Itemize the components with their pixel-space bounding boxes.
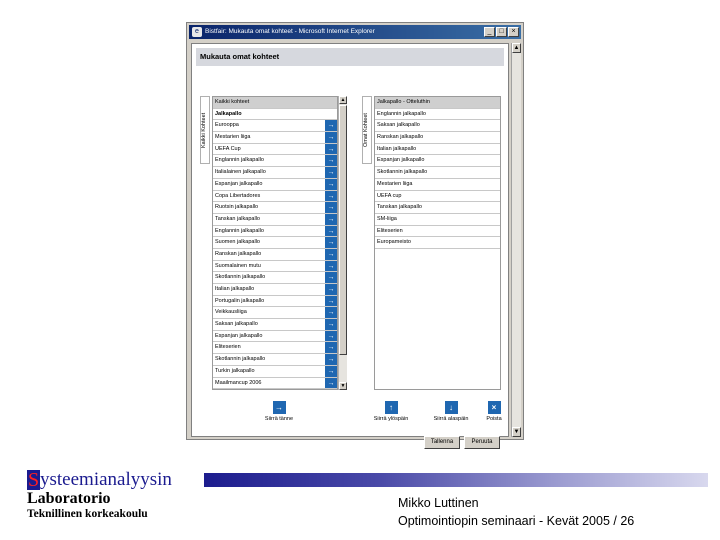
all-items-row-label: Italian jalkapallo <box>215 286 255 292</box>
my-items-row[interactable] <box>375 214 500 226</box>
all-items-row-label: Jalkapallo <box>215 110 242 117</box>
add-arrow-icon[interactable]: → <box>325 331 337 342</box>
all-items-row-label: Suomalainen mutu <box>215 262 261 269</box>
my-items-row[interactable] <box>375 120 500 132</box>
all-items-row-label: Portugalin jalkapallo <box>215 297 265 304</box>
add-arrow-icon[interactable]: → <box>325 307 337 318</box>
add-arrow-icon[interactable]: → <box>325 191 337 202</box>
my-items-row[interactable] <box>375 179 500 191</box>
all-items-label: Kaikki Kohteet <box>200 96 210 164</box>
my-items-row-label: Mestarien liiga <box>377 180 413 187</box>
minimize-button[interactable]: _ <box>484 27 495 37</box>
all-items-row-label: Eurooppa <box>215 122 239 129</box>
my-items-row[interactable] <box>375 132 500 144</box>
lab-name: Laboratorio <box>27 490 111 507</box>
my-items-row-label: Italian jalkapallo <box>377 145 417 152</box>
all-items-row-label: Turkin jalkapallo <box>215 367 255 374</box>
add-arrow-icon[interactable]: → <box>325 342 337 353</box>
all-items-row-label: Suomen jalkapallo <box>215 239 260 246</box>
all-items-row[interactable] <box>213 97 337 109</box>
all-items-row[interactable] <box>213 179 337 191</box>
all-items-row-label: Skotlannin jalkapallo <box>215 274 266 281</box>
my-items-list <box>374 96 501 390</box>
add-arrow-icon[interactable]: → <box>325 167 337 178</box>
add-arrow-icon[interactable]: → <box>325 132 337 143</box>
all-items-row-label: Ruotsin jalkapallo <box>215 204 259 211</box>
move-down-label[interactable]: Siirrä alaspäin <box>433 416 469 422</box>
my-items-row[interactable] <box>375 109 500 121</box>
add-arrow-icon[interactable]: → <box>325 202 337 213</box>
all-items-row-label: Skotlannin jalkapallo <box>215 356 266 363</box>
all-items-row-label: Ranskan jalkapallo <box>215 250 262 257</box>
add-arrow-icon[interactable]: → <box>325 179 337 190</box>
my-items-row-label: SM-liiga <box>377 215 397 222</box>
all-items-row-label: Espanjan jalkapallo <box>215 332 263 339</box>
all-items-row[interactable] <box>213 120 337 132</box>
move-down-action[interactable] <box>430 401 472 422</box>
add-arrow-icon[interactable]: → <box>325 120 337 131</box>
window-title: Bistfair: Mukauta omat kohteet - Microsoft Internet Explorer <box>205 28 375 35</box>
add-arrow-icon[interactable]: → <box>325 354 337 365</box>
all-items-row-label: Tanskan jalkapallo <box>215 215 260 222</box>
page-heading: Mukauta omat kohteet <box>196 48 504 66</box>
add-arrow-icon[interactable]: → <box>325 366 337 377</box>
ie-icon: e <box>192 27 202 37</box>
add-arrow-icon[interactable]: → <box>325 319 337 330</box>
move-right-label[interactable]: Siirrä tänne <box>264 416 294 422</box>
my-items-label: Omat Kohteet <box>362 96 372 164</box>
my-items-row[interactable] <box>375 155 500 167</box>
all-items-row[interactable] <box>213 342 337 354</box>
all-items-row[interactable] <box>213 109 337 121</box>
all-items-row[interactable] <box>213 272 337 284</box>
scroll-thumb[interactable] <box>339 105 347 355</box>
all-items-row[interactable] <box>213 307 337 319</box>
page-scroll-down-icon[interactable]: ▼ <box>513 429 520 435</box>
my-items-row-label: Tanskan jalkapallo <box>377 204 422 211</box>
all-items-row-label: Kaikki kohteet <box>215 99 250 105</box>
my-items-row-label: Ranskan jalkapallo <box>377 134 424 141</box>
seminar-info: Optimointiopin seminaari - Kevät 2005 / 26 <box>398 514 635 528</box>
all-items-list <box>212 96 338 390</box>
all-items-row[interactable] <box>213 378 337 390</box>
my-items-row[interactable] <box>375 97 500 109</box>
arrow-down-icon[interactable]: ↓ <box>445 401 458 414</box>
maximize-button[interactable]: □ <box>496 27 507 37</box>
add-arrow-icon[interactable]: → <box>325 261 337 272</box>
lab-logo <box>27 470 202 490</box>
add-arrow-icon[interactable]: → <box>325 272 337 283</box>
add-arrow-icon[interactable]: → <box>325 226 337 237</box>
my-items-row-label: Skotlannin jalkapallo <box>377 169 428 176</box>
move-up-action[interactable] <box>370 401 412 422</box>
all-items-row[interactable] <box>213 366 337 378</box>
all-items-row[interactable] <box>213 202 337 214</box>
my-items-row-label: Eliteserien <box>377 227 403 234</box>
all-items-row-label: Copa Libertadores <box>215 192 261 199</box>
my-items-row-label: UEFA cup <box>377 192 402 199</box>
all-items-row[interactable] <box>213 226 337 238</box>
university-name: Teknillinen korkeakoulu <box>27 508 148 520</box>
my-items-row[interactable] <box>375 202 500 214</box>
remove-action[interactable] <box>473 401 515 422</box>
remove-x-icon[interactable]: × <box>488 401 501 414</box>
logo-text: ysteemianalyysin <box>40 469 172 490</box>
my-items-row-label: Saksan jalkapallo <box>377 122 420 129</box>
window-controls <box>484 27 519 37</box>
all-items-row[interactable] <box>213 354 337 366</box>
add-arrow-icon[interactable]: → <box>325 378 337 389</box>
move-up-label[interactable]: Siirrä ylöspäin <box>373 416 409 422</box>
all-items-row[interactable] <box>213 144 337 156</box>
arrow-up-icon[interactable]: ↑ <box>385 401 398 414</box>
add-arrow-icon[interactable]: → <box>325 296 337 307</box>
add-arrow-icon[interactable]: → <box>325 284 337 295</box>
logo-initial: S <box>27 469 40 491</box>
add-arrow-icon[interactable]: → <box>325 214 337 225</box>
my-items-row[interactable] <box>375 144 500 156</box>
add-arrow-icon[interactable]: → <box>325 144 337 155</box>
add-arrow-icon[interactable]: → <box>325 155 337 166</box>
page-scrollbar[interactable] <box>511 43 521 437</box>
all-items-row[interactable] <box>213 155 337 167</box>
ok-button[interactable]: Tallenna <box>424 436 460 449</box>
page-scroll-up-icon[interactable]: ▲ <box>513 45 520 51</box>
add-arrow-icon[interactable]: → <box>325 249 337 260</box>
my-items-row[interactable] <box>375 237 500 249</box>
my-items-row-label: Englannin jalkapallo <box>377 110 426 117</box>
all-items-row[interactable] <box>213 237 337 249</box>
my-items-row-label: Espanjan jalkapallo <box>377 157 425 164</box>
browser-window <box>186 22 524 445</box>
all-items-row-label: Veikkausliiga <box>215 309 247 316</box>
arrow-right-icon[interactable]: → <box>273 401 286 414</box>
all-items-row[interactable] <box>213 261 337 273</box>
all-items-row-label: Maailmancup 2006 <box>215 379 262 386</box>
my-items-row-label: Europameisto <box>377 239 411 246</box>
all-items-row[interactable] <box>213 284 337 296</box>
all-items-row[interactable] <box>213 167 337 179</box>
my-items-row[interactable] <box>375 167 500 179</box>
window-titlebar <box>189 25 521 39</box>
all-items-row[interactable] <box>213 319 337 331</box>
all-items-row[interactable] <box>213 331 337 343</box>
my-items-row-label: Jalkapallo - Otteluthin <box>377 99 430 105</box>
all-items-row[interactable] <box>213 191 337 203</box>
scroll-down-arrow-icon[interactable]: ▼ <box>340 383 346 389</box>
add-arrow-icon[interactable]: → <box>325 237 337 248</box>
all-items-row-label: Eliteserien <box>215 344 241 351</box>
all-items-row-label: Englannin jalkapallo <box>215 157 264 164</box>
all-items-row-label: Italialainen jalkapallo <box>215 169 266 176</box>
my-items-row[interactable] <box>375 191 500 203</box>
cancel-button[interactable]: Peruuta <box>464 436 500 449</box>
author-name: Mikko Luttinen <box>398 496 479 510</box>
move-right-action[interactable] <box>258 401 300 422</box>
all-items-row[interactable] <box>213 214 337 226</box>
close-button[interactable]: × <box>508 27 519 37</box>
all-items-row-label: Mestarien liiga <box>215 134 251 141</box>
scroll-up-arrow-icon[interactable]: ▲ <box>340 97 346 103</box>
all-items-row-label: Espanjan jalkapallo <box>215 180 263 187</box>
page-content <box>191 43 509 445</box>
all-items-row[interactable] <box>213 296 337 308</box>
all-items-row[interactable] <box>213 249 337 261</box>
remove-label[interactable]: Poista <box>486 416 502 422</box>
all-items-row-label: Englannin jalkapallo <box>215 227 264 234</box>
my-items-row[interactable] <box>375 226 500 238</box>
all-items-scrollbar[interactable] <box>338 96 347 390</box>
all-items-row-label: UEFA Cup <box>215 145 241 152</box>
all-items-row[interactable] <box>213 132 337 144</box>
all-items-row-label: Saksan jalkapallo <box>215 321 258 328</box>
logo-gradient-bar <box>204 473 708 487</box>
